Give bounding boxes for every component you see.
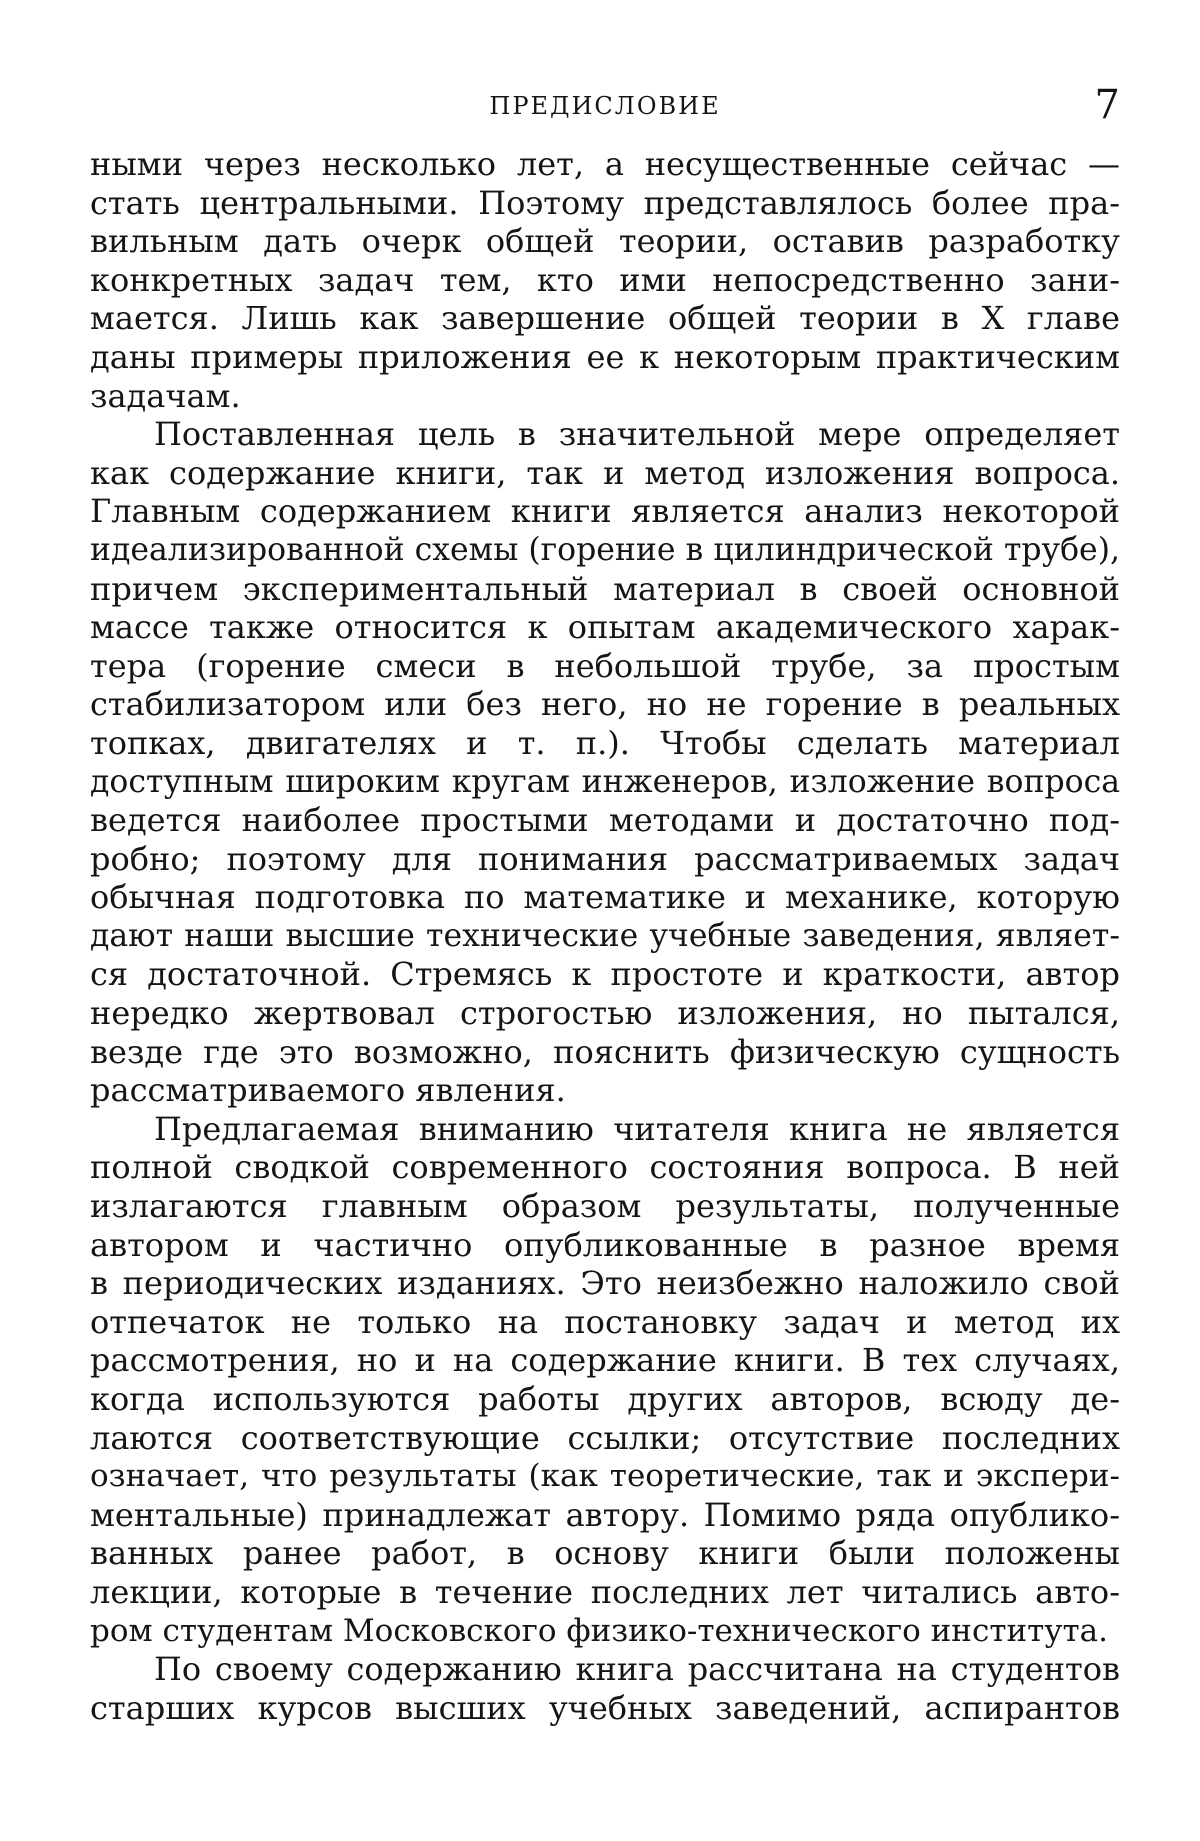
text-line: лаются соответствующие ссылки; отсутствие последних bbox=[90, 1418, 1120, 1457]
paragraph bbox=[90, 1650, 1120, 1727]
text-line: Главным содержанием книги является анализ некоторой bbox=[90, 492, 1120, 531]
text-line: лекции, которые в течение последних лет читались авто- bbox=[90, 1572, 1120, 1611]
text-line: мается. Лишь как завершение общей теории в X главе bbox=[90, 299, 1120, 338]
text-line: причем экспериментальный материал в своей основной bbox=[90, 569, 1120, 608]
text-line: конкретных задач тем, кто ими непосредственно зани- bbox=[90, 260, 1120, 299]
text-line: ментальные) принадлежат автору. Помимо ряда опублико- bbox=[90, 1495, 1120, 1534]
text-line: Поставленная цель в значительной мере определяет bbox=[154, 415, 1120, 454]
text-line: даны примеры приложения ее к некоторым практическим bbox=[90, 337, 1120, 376]
text-line: ными через несколько лет, а несущественные сейчас — bbox=[90, 145, 1120, 183]
text-line: означает, что результаты (как теоретические, так и экспери- bbox=[90, 1458, 1120, 1495]
text-line: дают наши высшие технические учебные заведения, являет- bbox=[90, 917, 1120, 954]
text-line: задачам. bbox=[90, 376, 241, 415]
text-line: По своему содержанию книга рассчитана на студентов bbox=[154, 1650, 1120, 1689]
paragraph bbox=[90, 1110, 1120, 1650]
text-line: обычная подготовка по математике и механике, которую bbox=[90, 878, 1120, 917]
text-line: когда используются работы других авторов, всюду де- bbox=[90, 1380, 1120, 1418]
text-line: как содержание книги, так и метод изложения вопроса. bbox=[90, 453, 1120, 492]
body-text bbox=[90, 145, 1120, 1727]
text-line: полной сводкой современного состояния вопроса. В ней bbox=[90, 1148, 1120, 1187]
text-line: Предлагаемая вниманию читателя книга не является bbox=[154, 1109, 1120, 1148]
text-line: тера (горение смеси в небольшой трубе, за простым bbox=[90, 646, 1120, 685]
running-title: ПРЕДИСЛОВИЕ bbox=[489, 92, 721, 120]
text-line: робно; поэтому для понимания рассматриваемых задач bbox=[90, 839, 1120, 878]
text-line: старших курсов высших учебных заведений, аспирантов bbox=[90, 1688, 1120, 1727]
text-line: ванных ранее работ, в основу книги были положены bbox=[90, 1534, 1120, 1573]
text-line: стабилизатором или без него, но не горение в реальных bbox=[90, 685, 1120, 724]
text-line: рассматриваемого явления. bbox=[90, 1071, 566, 1110]
text-line: стать центральными. Поэтому представлялось более пра- bbox=[90, 183, 1120, 222]
text-line: нередко жертвовал строгостью изложения, но пытался, bbox=[90, 994, 1120, 1033]
text-line: везде где это возможно, пояснить физическую сущность bbox=[90, 1032, 1120, 1071]
running-head bbox=[90, 82, 1120, 126]
text-line: рассмотрения, но и на содержание книги. В тех случаях, bbox=[90, 1341, 1120, 1380]
text-line: топках, двигателях и т. п.). Чтобы сделать материал bbox=[90, 723, 1120, 762]
text-line: доступным широким кругам инженеров, изложение вопроса bbox=[90, 763, 1120, 800]
text-line: ром студентам Московского физико-технического института. bbox=[90, 1612, 1109, 1649]
text-line: идеализированной схемы (горение в цилиндрической трубе), bbox=[90, 531, 1120, 568]
paragraph bbox=[90, 415, 1120, 1110]
text-line: автором и частично опубликованные в разное время bbox=[90, 1225, 1120, 1264]
paragraph bbox=[90, 145, 1120, 415]
text-line: отпечаток не только на постановку задач и метод их bbox=[90, 1302, 1120, 1341]
text-line: массе также относится к опытам академического харак- bbox=[90, 608, 1120, 647]
text-line: в периодических изданиях. Это неизбежно наложило свой bbox=[90, 1264, 1120, 1303]
text-line: ведется наиболее простыми методами и достаточно под- bbox=[90, 801, 1120, 840]
text-line: излагаются главным образом результаты, полученные bbox=[90, 1187, 1120, 1226]
text-line: ся достаточной. Стремясь к простоте и краткости, автор bbox=[90, 955, 1120, 994]
text-line: вильным дать очерк общей теории, оставив разработку bbox=[90, 222, 1120, 261]
page-number: 7 bbox=[1094, 82, 1120, 128]
